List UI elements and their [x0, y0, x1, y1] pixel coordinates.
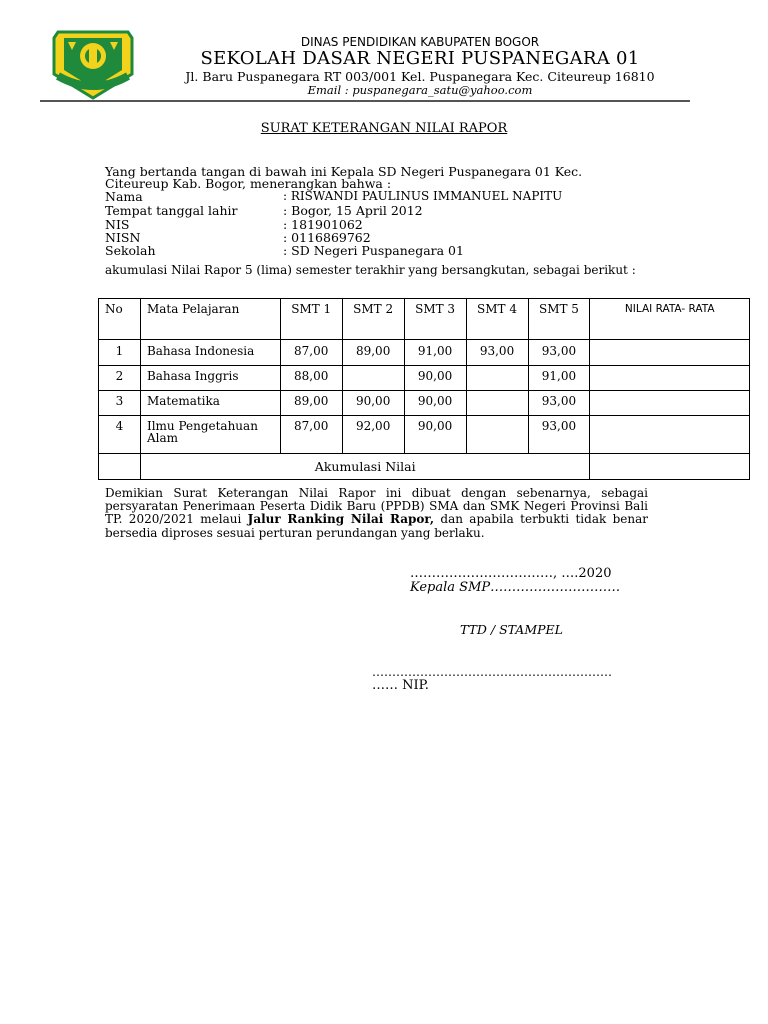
- row-smt5: 93,00: [528, 391, 590, 416]
- header-smt2: SMT 2: [342, 299, 404, 340]
- closing-paragraph: [105, 487, 648, 540]
- row-smt3: 91,00: [404, 340, 466, 366]
- row-smt3: 90,00: [404, 366, 466, 391]
- field-label-ttl: Tempat tanggal lahir: [105, 203, 238, 218]
- signature-place-date: ……………………………, ….2020: [410, 566, 612, 581]
- grades-table: [98, 298, 750, 480]
- row-smt2: 90,00: [342, 391, 404, 416]
- school-email: Email : puspanegara_satu@yahoo.com: [307, 83, 533, 97]
- row-smt3: 90,00: [404, 391, 466, 416]
- row-smt4: [466, 416, 528, 454]
- closing-bold-text: Jalur Ranking Nilai Rapor,: [247, 512, 435, 527]
- header-smt4: SMT 4: [466, 299, 528, 340]
- row-average: [590, 366, 750, 391]
- row-smt2: 89,00: [342, 340, 404, 366]
- footer-total: [590, 454, 750, 480]
- row-smt1: 89,00: [280, 391, 342, 416]
- row-no: 4: [99, 416, 141, 454]
- school-address: Jl. Baru Puspanegara RT 003/001 Kel. Puspanegara Kec. Citeureup 16810: [185, 69, 655, 84]
- signature-stamp: TTD / STAMPEL: [460, 622, 563, 637]
- row-smt4: 93,00: [466, 340, 528, 366]
- table-row: [99, 416, 750, 454]
- signature-name-line: ……………………………………………………: [372, 665, 612, 679]
- table-row: [99, 366, 750, 391]
- row-no: 1: [99, 340, 141, 366]
- field-label-nis: NIS: [105, 217, 130, 232]
- field-label-sekolah: Sekolah: [105, 243, 156, 258]
- row-smt5: 93,00: [528, 416, 590, 454]
- signature-nip: …… NIP.: [372, 678, 429, 693]
- field-value-nisn: : 0116869762: [283, 230, 371, 245]
- logo-banner-text: TEGAR BERIMAN: [67, 80, 119, 86]
- table-row: [99, 391, 750, 416]
- row-subject: Matematika: [140, 391, 280, 416]
- row-smt2: [342, 366, 404, 391]
- header-subject: Mata Pelajaran: [140, 299, 280, 340]
- footer-label: Akumulasi Nilai: [140, 454, 589, 480]
- row-smt1: 88,00: [280, 366, 342, 391]
- intro-line-2: Citeureup Kab. Bogor, menerangkan bahwa :: [105, 176, 392, 191]
- footer-empty-cell: [99, 454, 141, 480]
- table-footer-row: [99, 454, 750, 480]
- header-smt1: SMT 1: [280, 299, 342, 340]
- row-smt4: [466, 391, 528, 416]
- row-subject-line-2: Alam: [146, 431, 178, 445]
- row-subject: [140, 416, 280, 454]
- header-no: No: [99, 299, 141, 340]
- row-smt5: 91,00: [528, 366, 590, 391]
- row-no: 2: [99, 366, 141, 391]
- header-divider: [40, 100, 690, 102]
- field-label-nama: Nama: [105, 189, 143, 204]
- row-smt2: 92,00: [342, 416, 404, 454]
- row-subject: Bahasa Indonesia: [140, 340, 280, 366]
- field-value-ttl: : Bogor, 15 April 2012: [283, 203, 423, 218]
- signature-position: Kepala SMP…………………………: [410, 580, 621, 595]
- field-value-sekolah: : SD Negeri Puspanegara 01: [283, 243, 464, 258]
- table-header-row: [99, 299, 750, 340]
- row-average: [590, 340, 750, 366]
- row-average: [590, 391, 750, 416]
- header-smt3: SMT 3: [404, 299, 466, 340]
- logo-emblem-icon: [50, 30, 136, 100]
- header-average: NILAI RATA- RATA: [590, 299, 750, 340]
- school-logo: [50, 30, 136, 100]
- closing-text-2: dan apabila terbukti tidak benar bersedia diproses sesuai perturan perundangan yang berlaku.: [105, 512, 648, 540]
- school-name: SEKOLAH DASAR NEGERI PUSPANEGARA 01: [200, 48, 640, 69]
- row-smt3: 90,00: [404, 416, 466, 454]
- agency-name: DINAS PENDIDIKAN KABUPATEN BOGOR: [300, 35, 540, 49]
- field-value-nis: : 181901062: [283, 217, 363, 232]
- row-average: [590, 416, 750, 454]
- row-smt4: [466, 366, 528, 391]
- row-subject-line-1: Ilmu Pengetahuan: [146, 419, 258, 433]
- field-value-nama: : RISWANDI PAULINUS IMMANUEL NAPITU: [283, 189, 563, 203]
- accumulation-intro: akumulasi Nilai Rapor 5 (lima) semester terakhir yang bersangkutan, sebagai berikut :: [105, 263, 636, 277]
- closing-text-1: Demikian Surat Keterangan Nilai Rapor ini dibuat dengan sebenarnya, sebagai persyaratan Penerimaan Peserta Didik Baru (PPDB) SMA dan SMK Negeri Provinsi Bali TP. 2020/2021 melaui: [105, 486, 648, 527]
- table-row: [99, 340, 750, 366]
- row-subject: Bahasa Inggris: [140, 366, 280, 391]
- intro-line-1: Yang bertanda tangan di bawah ini Kepala SD Negeri Puspanegara 01 Kec.: [105, 164, 583, 179]
- document-title: SURAT KETERANGAN NILAI RAPOR: [260, 121, 508, 136]
- field-label-nisn: NISN: [105, 230, 141, 245]
- row-smt1: 87,00: [280, 340, 342, 366]
- row-no: 3: [99, 391, 141, 416]
- header-smt5: SMT 5: [528, 299, 590, 340]
- row-smt1: 87,00: [280, 416, 342, 454]
- row-smt5: 93,00: [528, 340, 590, 366]
